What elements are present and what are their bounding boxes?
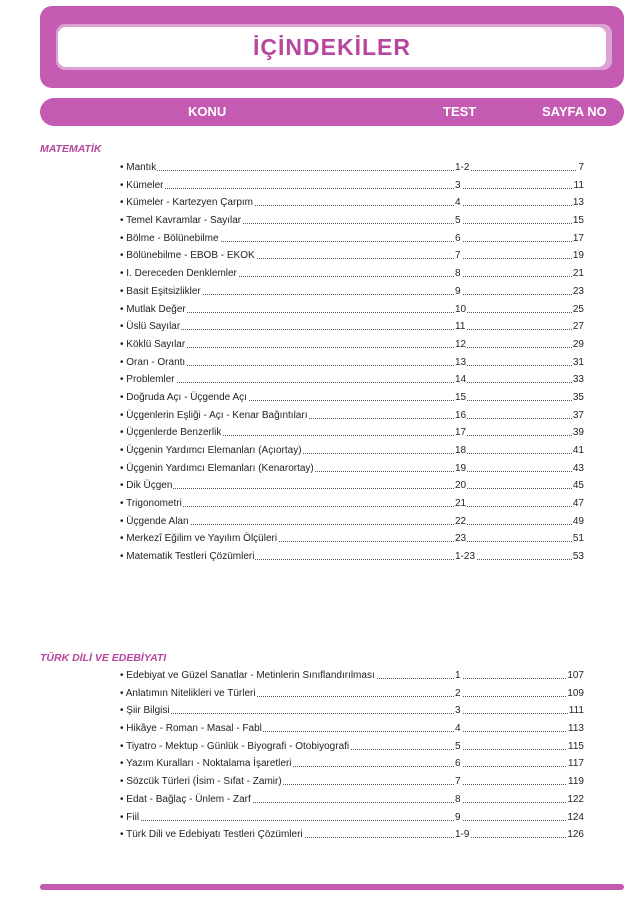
section-title-matematik: MATEMATİK (40, 143, 102, 155)
page-title: İÇİNDEKİLER (253, 33, 411, 60)
toc-test-number: 23 (454, 530, 467, 548)
toc-page-number: 115 (567, 738, 584, 756)
toc-row[interactable] (120, 230, 584, 248)
toc-test-number: 7 (454, 247, 462, 265)
toc-page-number: 7 (577, 159, 584, 177)
toc-topic: • Köklü Sayılar (120, 336, 186, 354)
toc-page-number: 19 (572, 247, 584, 265)
toc-row[interactable] (120, 667, 584, 685)
header-test: TEST (443, 104, 477, 119)
toc-page-number: 49 (572, 513, 584, 531)
toc-page-number: 119 (567, 773, 584, 791)
toc-row[interactable] (120, 318, 584, 336)
bottom-rule (40, 884, 624, 890)
section-title-turk-dili: TÜRK DİLİ VE EDEBİYATI (40, 652, 167, 664)
toc-test-number: 19 (454, 460, 467, 478)
toc-row[interactable] (120, 513, 584, 531)
toc-row[interactable] (120, 389, 584, 407)
toc-test-number: 16 (454, 407, 467, 425)
dot-leader (120, 713, 584, 714)
toc-page-number: 37 (572, 407, 584, 425)
toc-test-number: 21 (454, 495, 467, 513)
toc-page-number: 31 (572, 354, 584, 372)
toc-topic: • Edat - Bağlaç - Ünlem - Zarf (120, 791, 252, 809)
dot-leader (120, 820, 584, 821)
toc-test-number: 1-23 (454, 548, 476, 566)
toc-topic: • Problemler (120, 371, 176, 389)
toc-test-number: 7 (454, 773, 462, 791)
toc-test-number: 10 (454, 301, 467, 319)
toc-row[interactable] (120, 826, 584, 844)
toc-page-number: 27 (572, 318, 584, 336)
toc-page-number: 113 (567, 720, 584, 738)
toc-row[interactable] (120, 424, 584, 442)
toc-test-number: 14 (454, 371, 467, 389)
toc-page-number: 117 (567, 755, 584, 773)
toc-test-number: 17 (454, 424, 467, 442)
toc-topic: • Doğruda Açı - Üçgende Açı (120, 389, 248, 407)
toc-topic: • Anlatımın Nitelikleri ve Türleri (120, 685, 257, 703)
toc-test-number: 4 (454, 720, 462, 738)
dot-leader (120, 506, 584, 507)
toc-test-number: 3 (454, 177, 462, 195)
toc-topic: • Sözcük Türleri (İsim - Sıfat - Zamir) (120, 773, 283, 791)
toc-page-number: 17 (572, 230, 584, 248)
toc-test-number: 11 (454, 318, 466, 336)
toc-topic: • Kümeler (120, 177, 165, 195)
column-header-band (40, 98, 624, 126)
toc-row[interactable] (120, 442, 584, 460)
toc-test-number: 9 (454, 283, 462, 301)
toc-topic: • Üçgenlerde Benzerlik (120, 424, 222, 442)
toc-row[interactable] (120, 738, 584, 756)
toc-page-number: 111 (568, 702, 584, 720)
toc-page-number: 23 (572, 283, 584, 301)
dot-leader (120, 170, 584, 171)
header-konu: KONU (188, 104, 227, 119)
toc-topic: • Dik Üçgen (120, 477, 173, 495)
toc-topic: • Üslü Sayılar (120, 318, 181, 336)
toc-row[interactable] (120, 791, 584, 809)
toc-list-matematik (120, 159, 584, 566)
toc-test-number: 22 (454, 513, 467, 531)
toc-page-number: 11 (573, 177, 584, 195)
toc-test-number: 13 (454, 354, 467, 372)
dot-leader (120, 347, 584, 348)
toc-topic: • Fiil (120, 809, 140, 827)
toc-page-number: 35 (572, 389, 584, 407)
toc-test-number: 8 (454, 265, 462, 283)
toc-topic: • Trigonometri (120, 495, 183, 513)
toc-page-number: 109 (566, 685, 584, 703)
toc-page-number: 33 (572, 371, 584, 389)
toc-test-number: 15 (454, 389, 467, 407)
toc-topic: • Şiir Bilgisi (120, 702, 171, 720)
toc-page-number: 43 (572, 460, 584, 478)
toc-page-number: 29 (572, 336, 584, 354)
dot-leader (120, 382, 584, 383)
toc-topic: • Edebiyat ve Güzel Sanatlar - Metinlerin Sınıflandırılması (120, 667, 376, 685)
toc-list-turk-dili (120, 667, 584, 844)
toc-test-number: 1-9 (454, 826, 470, 844)
toc-row[interactable] (120, 530, 584, 548)
toc-topic: • Basit Eşitsizlikler (120, 283, 202, 301)
header-sayfa-no: SAYFA NO (542, 104, 607, 119)
toc-test-number: 9 (454, 809, 462, 827)
toc-test-number: 2 (454, 685, 462, 703)
toc-row[interactable] (120, 460, 584, 478)
toc-page-number: 41 (572, 442, 584, 460)
toc-row[interactable] (120, 265, 584, 283)
toc-row[interactable] (120, 477, 584, 495)
toc-topic: • Üçgende Alan (120, 513, 190, 531)
toc-test-number: 20 (454, 477, 467, 495)
toc-page-number: 53 (572, 548, 584, 566)
toc-test-number: 18 (454, 442, 467, 460)
toc-row[interactable] (120, 702, 584, 720)
toc-topic: • Matematik Testleri Çözümleri (120, 548, 255, 566)
toc-page-number: 25 (572, 301, 584, 319)
toc-row[interactable] (120, 159, 584, 177)
toc-page-number: 124 (566, 809, 584, 827)
dot-leader (120, 524, 584, 525)
toc-row[interactable] (120, 354, 584, 372)
toc-row[interactable] (120, 755, 584, 773)
toc-topic: • Üçgenin Yardımcı Elemanları (Kenarortay) (120, 460, 315, 478)
toc-topic: • I. Dereceden Denklemler (120, 265, 238, 283)
toc-page-number: 51 (572, 530, 584, 548)
toc-row[interactable] (120, 212, 584, 230)
dot-leader (120, 365, 584, 366)
title-banner (40, 6, 624, 88)
toc-topic: • Yazım Kuralları - Noktalama İşaretleri (120, 755, 293, 773)
toc-topic: • Tiyatro - Mektup - Günlük - Biyografi - Otobiyografi (120, 738, 350, 756)
dot-leader (120, 488, 584, 489)
toc-test-number: 8 (454, 791, 462, 809)
toc-row[interactable] (120, 495, 584, 513)
toc-test-number: 12 (454, 336, 467, 354)
toc-page-number: 13 (572, 194, 584, 212)
toc-page-number: 15 (572, 212, 584, 230)
toc-row[interactable] (120, 407, 584, 425)
toc-row[interactable] (120, 720, 584, 738)
toc-row[interactable] (120, 247, 584, 265)
toc-page-number: 45 (572, 477, 584, 495)
dot-leader (120, 329, 584, 330)
toc-topic: • Türk Dili ve Edebiyatı Testleri Çözümleri (120, 826, 304, 844)
toc-row[interactable] (120, 301, 584, 319)
toc-test-number: 5 (454, 212, 462, 230)
toc-row[interactable] (120, 194, 584, 212)
toc-test-number: 6 (454, 755, 462, 773)
toc-test-number: 4 (454, 194, 462, 212)
dot-leader (120, 312, 584, 313)
toc-row[interactable] (120, 371, 584, 389)
toc-row[interactable] (120, 283, 584, 301)
toc-page-number: 21 (572, 265, 584, 283)
toc-topic: • Üçgenin Yardımcı Elemanları (Açıortay) (120, 442, 303, 460)
toc-test-number: 5 (454, 738, 462, 756)
toc-test-number: 1 (454, 667, 462, 685)
toc-topic: • Temel Kavramlar - Sayılar (120, 212, 242, 230)
dot-leader (120, 188, 584, 189)
toc-topic: • Hikâye - Roman - Masal - Fabl (120, 720, 263, 738)
toc-topic: • Kümeler - Kartezyen Çarpım (120, 194, 254, 212)
toc-test-number: 3 (454, 702, 462, 720)
title-box (58, 27, 606, 67)
toc-row[interactable] (120, 336, 584, 354)
toc-test-number: 1-2 (454, 159, 470, 177)
toc-topic: • Mutlak Değer (120, 301, 187, 319)
toc-topic: • Üçgenlerin Eşliği - Açı - Kenar Bağıntıları (120, 407, 308, 425)
toc-row[interactable] (120, 809, 584, 827)
toc-topic: • Mantık (120, 159, 157, 177)
toc-row[interactable] (120, 548, 584, 566)
toc-page-number: 126 (566, 826, 584, 844)
toc-test-number: 6 (454, 230, 462, 248)
toc-page-number: 107 (566, 667, 584, 685)
toc-page-number: 122 (566, 791, 584, 809)
toc-topic: • Bölme - Bölünebilme (120, 230, 220, 248)
toc-topic: • Merkezî Eğilim ve Yayılım Ölçüleri (120, 530, 278, 548)
toc-row[interactable] (120, 685, 584, 703)
toc-topic: • Oran - Orantı (120, 354, 186, 372)
toc-topic: • Bölünebilme - EBOB - EKOK (120, 247, 256, 265)
toc-page-number: 47 (572, 495, 584, 513)
toc-row[interactable] (120, 177, 584, 195)
toc-row[interactable] (120, 773, 584, 791)
toc-page-number: 39 (572, 424, 584, 442)
